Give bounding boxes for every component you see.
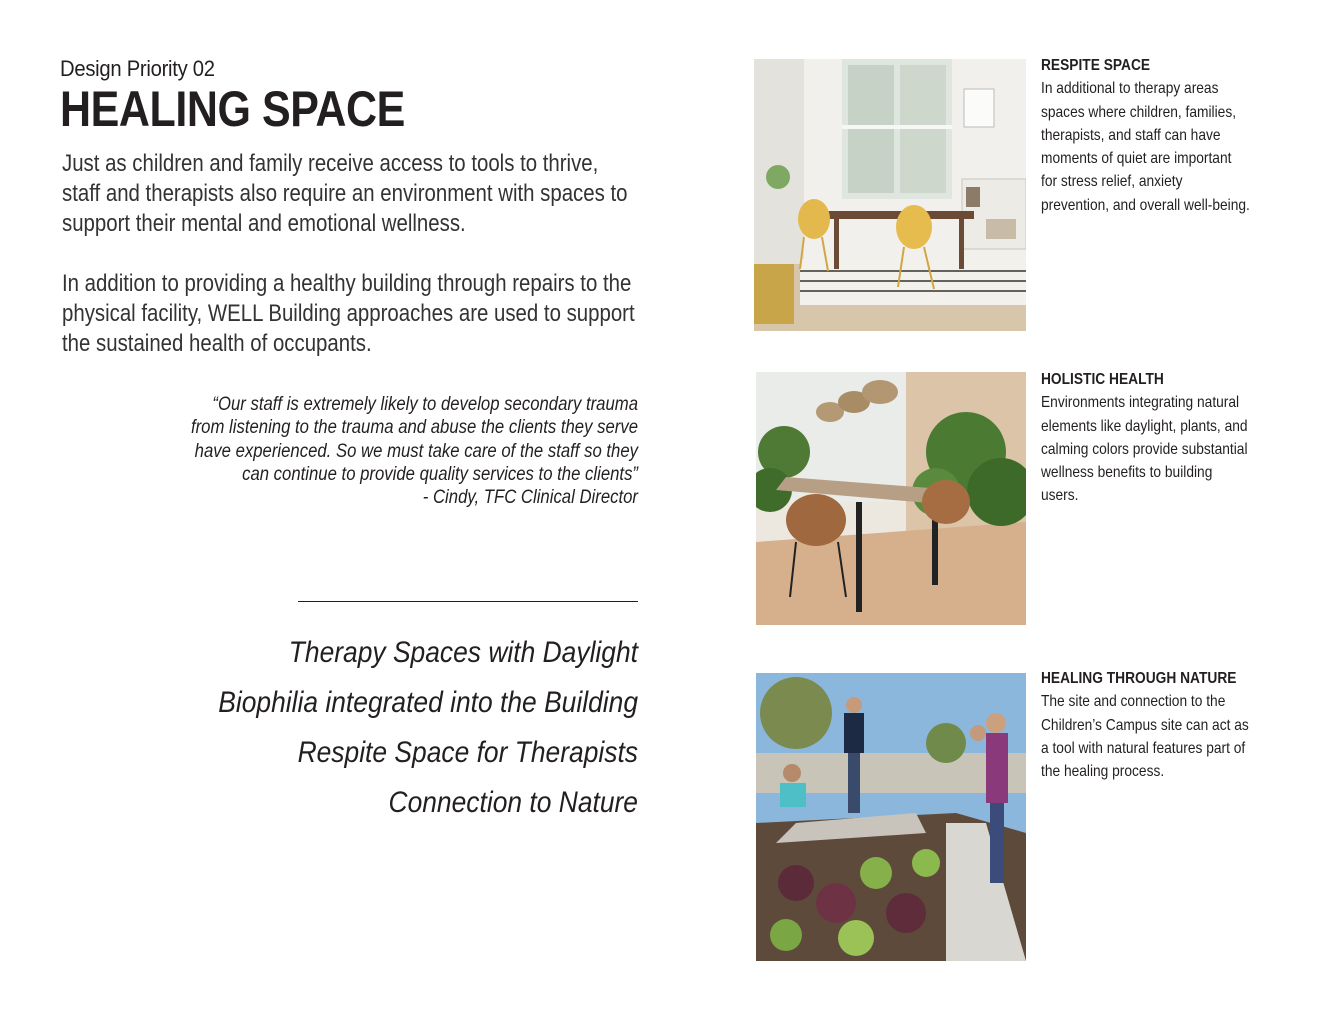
feature-heading: HOLISTIC HEALTH [1041,371,1164,388]
feature-line: The site and connection to the [1041,693,1226,711]
feature-line: Children’s Campus site can act as [1041,716,1249,734]
staff-quote [191,393,638,509]
feature-caption-nature [1041,667,1265,783]
feature-line: calming colors provide substantial [1041,440,1248,458]
feature-caption-respite [1041,54,1265,217]
intro-paragraph-1-line: staff and therapists also require an environment with spaces to [62,180,628,207]
quote-line: “Our staff is extremely likely to develop secondary trauma [212,394,638,415]
garden-nature-photo [756,673,1026,961]
priority-item: Biophilia integrated into the Building [218,686,638,719]
intro-paragraph-2-line: In addition to providing a healthy building through repairs to the [62,270,632,297]
intro-paragraph-1-line: support their mental and emotional wellness. [62,210,466,237]
feature-heading: RESPITE SPACE [1041,57,1151,74]
respite-room-photo [754,59,1026,331]
priority-item: Therapy Spaces with Daylight [288,636,638,669]
feature-line: In additional to therapy areas [1041,80,1219,98]
intro-paragraph-1 [62,149,627,239]
feature-line: elements like daylight, plants, and [1041,417,1248,435]
quote-attribution: - Cindy, TFC Clinical Director [422,487,638,509]
feature-line: spaces where children, families, [1041,103,1237,121]
page-title: HEALING SPACE [60,81,405,137]
feature-line: prevention, and overall well-being. [1041,196,1250,214]
feature-line: for stress relief, anxiety [1041,173,1183,191]
feature-line: wellness benefits to building [1041,464,1213,482]
feature-line: therapists, and staff can have [1041,126,1221,144]
intro-paragraph-1-line: Just as children and family receive access to tools to thrive, [62,150,599,177]
priority-list [218,628,638,828]
quote-line: have experienced. So we must take care of the staff so they [194,440,638,462]
feature-line: the healing process. [1041,763,1165,781]
priority-item: Connection to Nature [388,786,638,819]
design-priority-kicker: Design Priority 02 [60,56,215,81]
intro-paragraph-2-line: the sustained health of occupants. [62,330,372,357]
feature-line: a tool with natural features part of [1041,739,1246,757]
quote-line: can continue to provide quality services to the clients” [242,463,638,485]
feature-caption-holistic [1041,368,1265,508]
intro-paragraph-2-line: physical facility, WELL Building approaches are used to support [62,300,635,327]
quote-line: from listening to the trauma and abuse the clients they serve [190,417,638,439]
feature-line: users. [1041,487,1079,505]
intro-paragraph-2 [62,269,635,359]
section-divider [298,601,638,602]
priority-item: Respite Space for Therapists [297,736,638,769]
holistic-health-dining-photo [756,372,1026,625]
feature-line: moments of quiet are important [1041,150,1232,168]
feature-line: Environments integrating natural [1041,394,1240,412]
feature-heading: HEALING THROUGH NATURE [1041,670,1237,687]
